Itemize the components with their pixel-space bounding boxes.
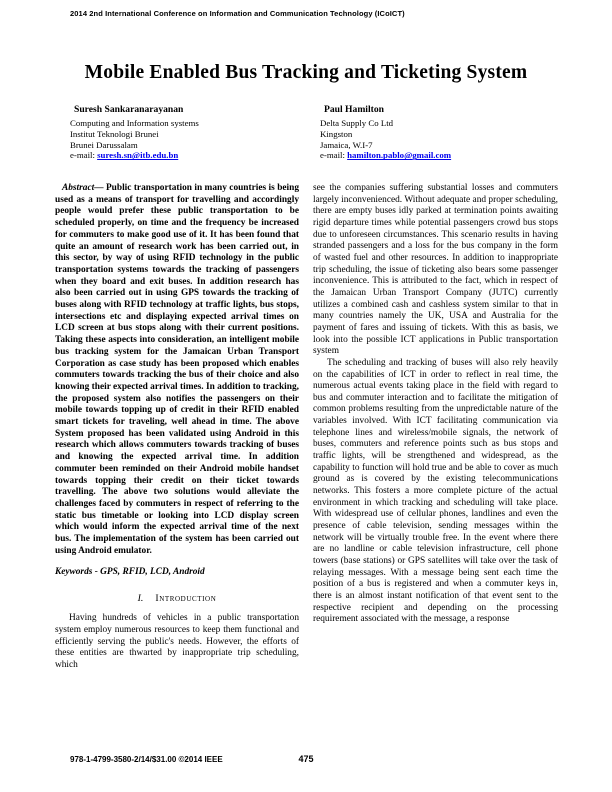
- author-block-1: [70, 104, 320, 161]
- email-label: e-mail:: [320, 150, 345, 161]
- right-column: [313, 183, 558, 753]
- author-block-2: [320, 104, 570, 161]
- left-column: [55, 183, 299, 753]
- author-affiliation-institution: Institut Teknologi Brunei: [70, 128, 159, 139]
- section-title: Introduction: [155, 593, 217, 605]
- email-label: e-mail:: [70, 150, 95, 161]
- conference-header: 2014 2nd International Conference on Information and Communication Technology (ICoICT): [70, 9, 405, 18]
- author-email-line: [70, 150, 320, 161]
- keywords: Keywords - GPS, RFID, LCD, Android: [55, 566, 205, 577]
- author-email-link[interactable]: hamilton.pablo@gmail.com: [347, 150, 452, 161]
- intro-paragraph-1: Having hundreds of vehicles in a public transportation system employ numerous resources to keep them functional and efficiently serving the public's needs. However, the efforts of these entities are thwarted by inappropriate trip scheduling, which: [55, 613, 299, 670]
- author-email-line: [320, 150, 570, 161]
- two-column-body: [55, 183, 558, 753]
- author-affiliation-institution: Kingston: [320, 128, 353, 139]
- author-affiliation-dept: Computing and Information systems: [70, 118, 199, 128]
- abstract: [55, 183, 299, 558]
- page-number: 475: [298, 754, 314, 764]
- copyright-notice: 978-1-4799-3580-2/14/$31.00 ©2014 IEEE: [70, 755, 223, 764]
- abstract-text: Public transportation in many countries is being used as a means of transport for travelling and accordingly people would prefer these public transportation to be scheduled properly, on time and the frequency be increased for commuters to make good use of it. It has been found that quite an amount of research work has been carried out, in this sector, by way of using RFID technology in the public transportation systems towards the tracking of passengers when they board and exit buses. In addition research has also been carried out in using GPS towards the tracking of buses along with RFID technology at traffic lights, bus stops, intersections etc and displaying expected arrival times on LCD screen at bus stops along with their current positions. Taking these aspects into consideration, an intelligent mobile bus tracking system for the Jamaican Urban Transport Corporation as case study has been proposed which enables commuters towards tracking the bus of their choice and also knowing their expected arrival times. In addition to tracking, the proposed system also notifies the passengers on their mobile towards topping up of credit in their RFID enabled smart tickets for traveling, well ahead in time. The above System proposed has been validated using Android in this research which allows commuters towards tracking of buses and knowing the expected arrival time. In addition commuter been reminded on their Android mobile handset towards topping their credit on their ticket towards travelling. The above two solutions would alleviate the challenges faced by commuters in respect of referring to the static bus timetable or looking into LCD display screen which would inform the expected arrival time of the next bus. The implementation of the system has been carried out using Android emulator.: [55, 183, 299, 556]
- section-heading-introduction: [55, 593, 299, 604]
- intro-paragraph-3: The scheduling and tracking of buses will also rely heavily on the capabilities of ICT in order to reflect in real time, the numerous actual events taking place in the field with regard to bus and commuter interaction and to facilitate the mitigation of common problems resulting from the unpredictable nature of the variables involved. With ICT facilitating communication via telephone lines and wireless/mobile signals, the network of buses, commuters and reference points such as bus stops and traffic lights, will be strengthened and widespread, as the capability to function will hold true and be able to cover as much ground as is covered by the existing telecommunications networks. This fosters a more complete picture of the actual environment in which tracking and scheduling will take place. With widespread use of cellular phones, landlines and even the presence of cable television, sending messages within the network will be virtually trouble free. In the event where there are no landline or cable television infrastructure, cell phone towers (base stations) or GPS satellites will take over the task of relaying messages. With a message being sent each time the position of a bus is registered and when a commuter keys in, there is an almost instant notification of that event sent to the respective recipient and depending on the processing requirement associated with the message, a response: [313, 357, 558, 625]
- intro-paragraph-2: see the companies suffering substantial losses and commuters largely inconvenienced. Without adequate and proper scheduling, there are empty buses idly parked at termination points awaiting rigid departure times while potential passengers crowd bus stops due to unforeseen circumstances. This scenario results in having stranded passengers and a loss for the bus company in the form of wasted fuel and other resources. In addition to inappropriate trip scheduling, the issue of ticketing also bears some passenger inconvenience. This is attributed to the fact, which in respect of the Jamaican Urban Transport Company (JUTC) currently utilizes a combined cash and cashless system similar to that in many countries namely the UK, USA and Australia for the payment of fares and issuing of tickets. With this as basis, we look into the possible ICT applications in Public transportation system: [313, 183, 558, 357]
- abstract-label: Abstract—: [62, 183, 104, 193]
- author-name: Suresh Sankaranarayanan: [74, 104, 184, 115]
- paper-title: Mobile Enabled Bus Tracking and Ticketing System: [84, 62, 528, 83]
- author-email-link[interactable]: suresh.sn@itb.edu.bn: [97, 150, 179, 161]
- authors-row: [70, 104, 570, 161]
- author-name: Paul Hamilton: [324, 104, 384, 115]
- author-affiliation-dept: Delta Supply Co Ltd: [320, 118, 394, 128]
- author-affiliation-location: Jamaica, W.I-7: [320, 139, 373, 150]
- section-number: I.: [137, 593, 144, 605]
- author-affiliation-location: Brunei Darussalam: [70, 139, 138, 150]
